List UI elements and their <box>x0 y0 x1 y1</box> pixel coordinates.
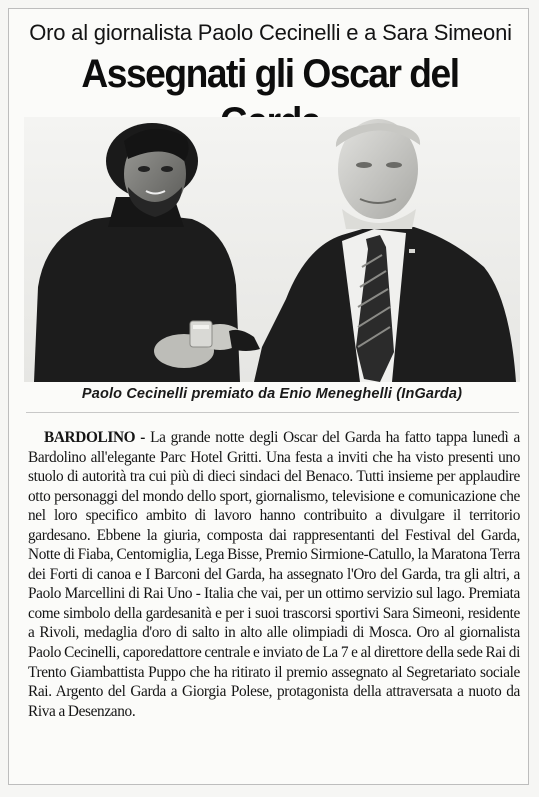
photo-caption: Paolo Cecinelli premiato da Enio Meneghelli (InGarda) <box>81 386 463 402</box>
caption-divider <box>26 412 519 413</box>
dateline: BARDOLINO - <box>44 429 151 446</box>
award-photo <box>24 117 520 382</box>
article-body <box>28 428 520 721</box>
kicker: Oro al giornalista Paolo Cecinelli e a Sara Simeoni <box>29 20 512 45</box>
article-paragraph <box>28 428 520 721</box>
headline: Assegnati gli Oscar del <box>81 52 459 96</box>
article-text: La grande notte degli Oscar del Garda ha fatto tappa lunedì a Bardolino all'elegante Parc Hotel Gritti. Una festa a inviti che ha visto presenti uno stuolo di autorità tra cui più di dieci sindaci del Benaco. Tutti insieme per applaudire otto personaggi del mondo dello sport, giornalismo, televisione e comunicazione che nel loro specifico ambito di lavoro hanno contribuito a divulgare il territorio gardesano. Ebbene la giuria, composta dai rappresentanti del Festival del Garda, Notte di Fiaba, Centomiglia, Lega Bisse, Premio Sirmione-Catullo, la Maratona Terra dei Forti di canoa e I Barconi del Garda, ha assegnato l'Oro del Garda, tra gli altri, a Paolo Marcellini di Rai Uno - Italia che vai, per un ottimo servizio sul lago. Premiata come simbolo della gardesanità e per i suoi trascorsi sportivi Sara Simeoni, residente a Rivoli, medaglia d'oro di salto in alto alle olimpiadi di Mosca. Oro al giornalista Paolo Cecinelli, caporedattore centrale e inviato de La 7 e al direttore della sede Rai di Trento Giambattista Puppo che ha ritirato il premio assegnato al Segretariato sociale Rai. Argento del Garda a Giorgia Polese, protagonista della attraversata a nuoto da Riva a Desenzano. <box>28 429 520 720</box>
award-photo-illustration <box>24 117 520 382</box>
